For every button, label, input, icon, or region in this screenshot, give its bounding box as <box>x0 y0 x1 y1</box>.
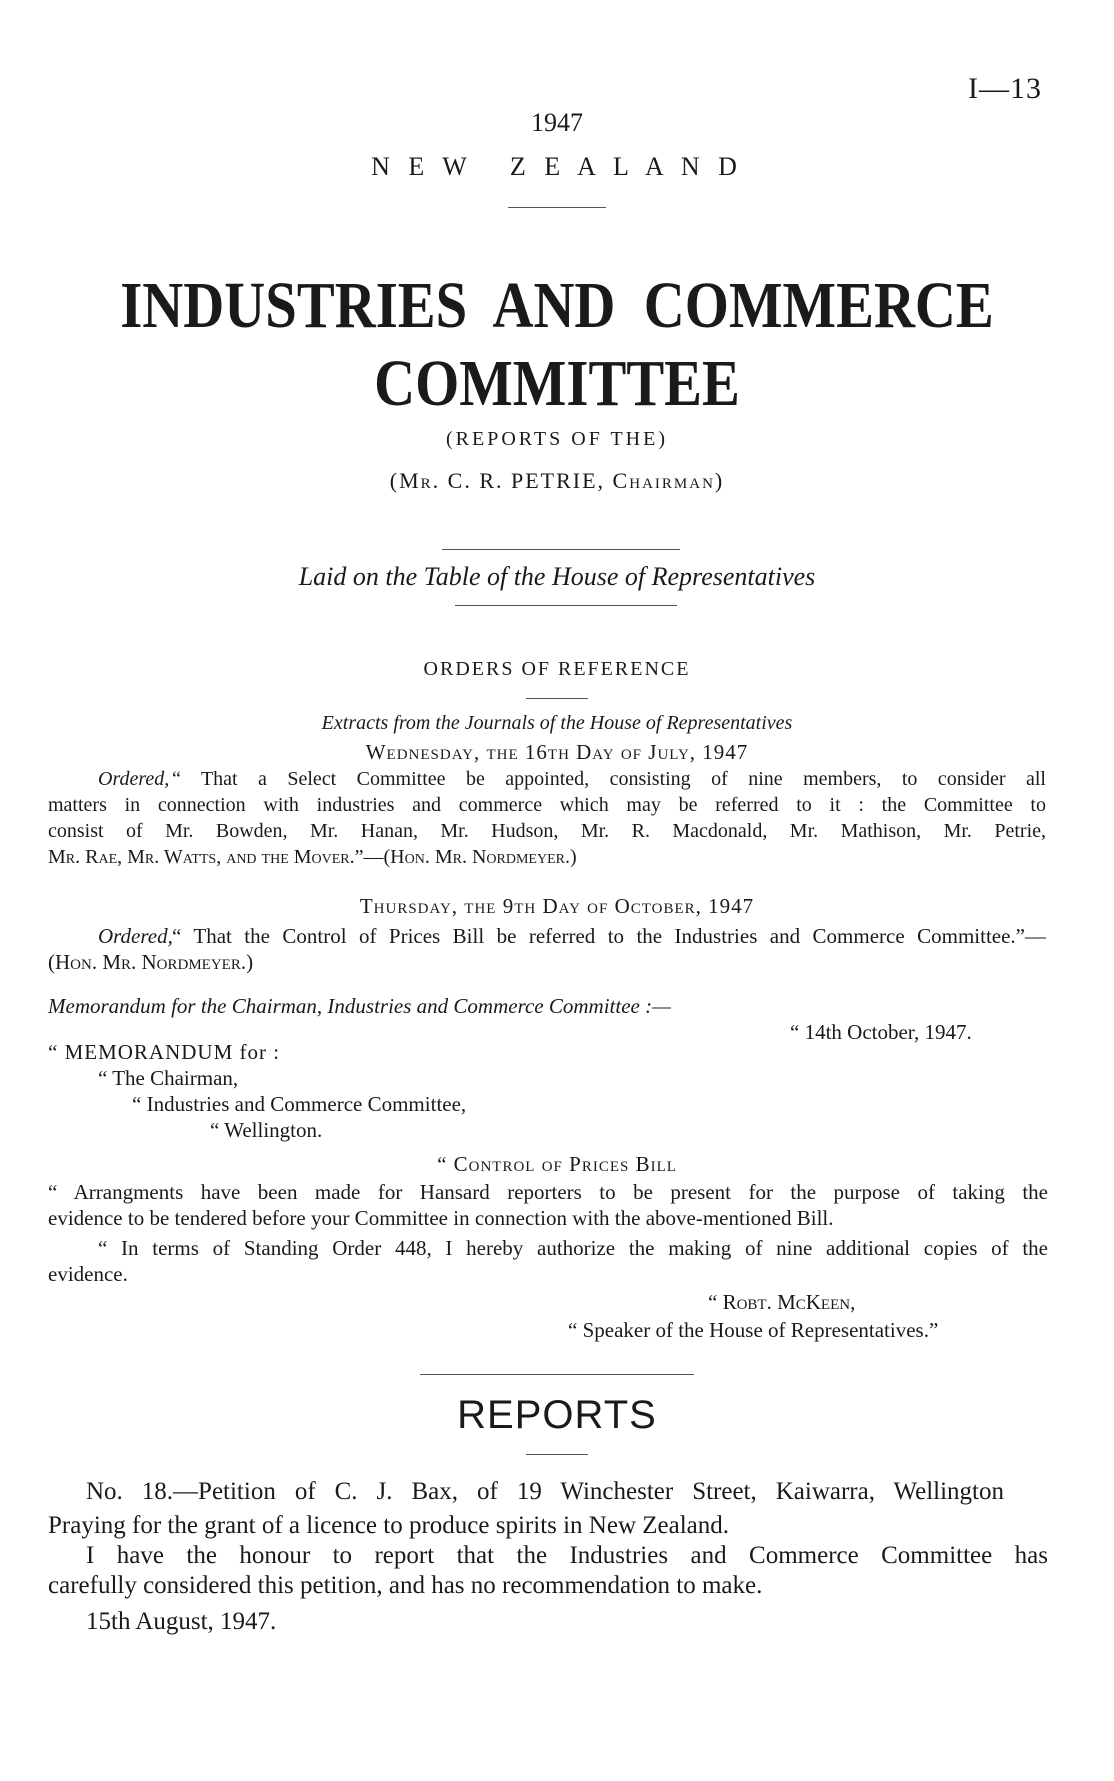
country: N E W Z E A L A N D <box>371 152 743 181</box>
laid-on-table: Laid on the Table of the House of Representatives <box>298 562 816 591</box>
page-reference: I—13 <box>968 72 1042 105</box>
date-july: Wednesday, the 16th Day of July, 1947 <box>365 740 749 764</box>
date-october: Thursday, the 9th Day of October, 1947 <box>359 894 755 918</box>
reports-heading: REPORTS <box>457 1393 657 1437</box>
order2-line1: “ That the Control of Prices Bill be referred to the Industries and Commerce Committee.”— <box>172 924 1046 948</box>
memo-paragraph-1-line1: “ Arrangments have been made for Hansard reporters to be present for the purpose of taking the <box>48 1180 1048 1204</box>
memo-heading: Memorandum for the Chairman, Industries and Commerce Committee :— <box>48 994 671 1018</box>
order1-ordered: Ordered, <box>98 768 170 790</box>
order1-line2: matters in connection with industries and commerce which may be referred to it : the Committee to <box>48 794 1046 816</box>
report-line-2: carefully considered this petition, and has no recommendation to make. <box>48 1572 763 1599</box>
memo-paragraph-2-line2: evidence. <box>48 1262 128 1286</box>
order1-line4: Mr. Rae, Mr. Watts, and the Mover.”—(Hon. Mr. Nordmeyer.) <box>48 846 577 868</box>
journal-extracts: Extracts from the Journals of the House of Representatives <box>321 712 793 734</box>
subtitle-chairman: (Mr. C. R. PETRIE, Chairman) <box>389 468 725 493</box>
order2-line2: (Hon. Mr. Nordmeyer.) <box>48 950 254 974</box>
divider-laid-bottom <box>455 605 677 606</box>
order2-ordered: Ordered, <box>98 924 173 948</box>
memo-address-3: “ Wellington. <box>210 1118 323 1142</box>
divider-top <box>508 207 606 208</box>
order1-line1: “ That a Select Committee be appointed, consisting of nine members, to consider all <box>172 768 1046 790</box>
title-line-2: COMMITTEE <box>374 347 740 420</box>
divider-orders <box>526 698 588 699</box>
year: 1947 <box>531 108 583 137</box>
petition-heading: No. 18.—Petition of C. J. Bax, of 19 Winchester Street, Kaiwarra, Wellington <box>86 1478 1004 1505</box>
signatory-name: “ Robt. McKeen, <box>708 1290 856 1314</box>
memo-date: “ 14th October, 1947. <box>790 1020 972 1044</box>
memo-paragraph-2-line1: “ In terms of Standing Order 448, I hereby authorize the making of nine additional copies of the <box>98 1236 1048 1260</box>
memo-paragraph-1-line2: evidence to be tendered before your Committee in connection with the above-mentioned Bill. <box>48 1206 834 1230</box>
divider-laid-top <box>442 549 680 550</box>
signatory-title: “ Speaker of the House of Representatives.” <box>568 1318 939 1342</box>
memo-for: “ MEMORANDUM for : <box>48 1040 281 1064</box>
divider-reports-top <box>420 1374 694 1375</box>
subtitle-reports: (REPORTS OF THE) <box>445 428 668 450</box>
memo-subject: “ Control of Prices Bill <box>437 1152 677 1176</box>
memo-address-1: “ The Chairman, <box>98 1066 239 1090</box>
report-line-1: I have the honour to report that the Industries and Commerce Committee has <box>86 1542 1048 1569</box>
memo-address-2: “ Industries and Commerce Committee, <box>132 1092 467 1116</box>
order1-line3: consist of Mr. Bowden, Mr. Hanan, Mr. Hudson, Mr. R. Macdonald, Mr. Mathison, Mr. Petrie, <box>48 820 1046 842</box>
title-line-1: INDUSTRIES AND COMMERCE <box>120 269 994 342</box>
petition-praying: Praying for the grant of a licence to produce spirits in New Zealand. <box>48 1512 730 1539</box>
divider-reports-bottom <box>526 1454 588 1455</box>
report-date: 15th August, 1947. <box>86 1608 277 1635</box>
orders-heading: ORDERS OF REFERENCE <box>423 658 691 680</box>
